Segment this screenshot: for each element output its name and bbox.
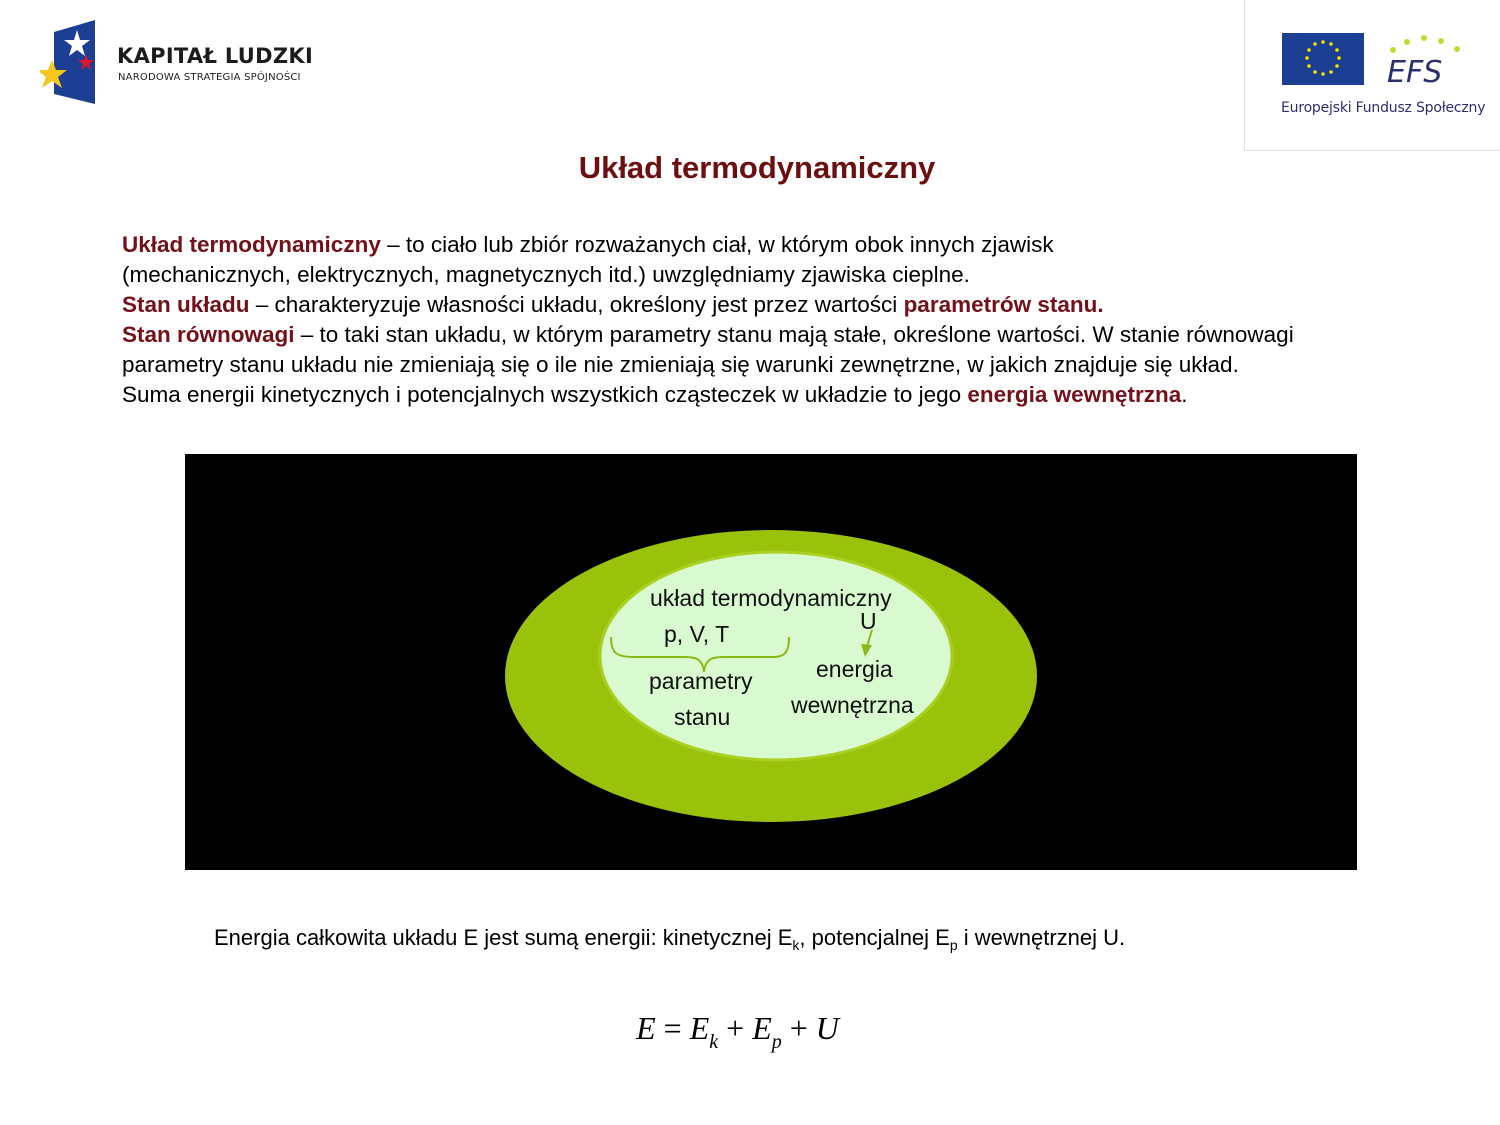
internal-energy-symbol: U (860, 608, 877, 634)
state-parameters-label-1: parametry (649, 668, 753, 694)
state-parameters-label-2: stanu (674, 704, 731, 730)
efs-stars-icon (1385, 30, 1469, 88)
total-energy-sentence: Energia całkowita układu E jest sumą energii: kinetycznej $E_k$, potencjalnej $E_p$ i wewnętrznej U. (214, 925, 1126, 953)
term-stan-ukladu: Stan układu (122, 292, 250, 317)
eu-flag-icon (1282, 33, 1364, 85)
term-uklad: Układ termodynamiczny (122, 232, 381, 257)
state-parameters-symbols: p, V, T (664, 621, 730, 647)
internal-energy-label-2: wewnętrzna (791, 692, 914, 718)
definitions-text (122, 230, 1452, 410)
thermodynamic-system-diagram (185, 454, 1357, 870)
ellipse-diagram-graphic (185, 454, 1357, 870)
definition-line: Stan równowagi – to taki stan układu, w którym parametry stanu mają stałe, określone wartości. W stanie równowagi (122, 322, 1294, 347)
definition-line: Suma energii kinetycznych i potencjalnych wszystkich cząsteczek w układzie to jego energia wewnętrzna. (122, 382, 1188, 407)
term-stan-rownowagi: Stan równowagi (122, 322, 295, 347)
efs-subtitle: Europejski Fundusz Społeczny (1281, 100, 1486, 116)
efs-logo (1244, 0, 1500, 151)
internal-energy-label-1: energia (816, 656, 893, 682)
page-title: Układ termodynamiczny (578, 150, 936, 185)
definition-line: Układ termodynamiczny – to ciało lub zbiór rozważanych ciał, w którym obok innych zjawisk (122, 232, 1054, 257)
kapital-ludzki-title: KAPITAŁ LUDZKI (117, 44, 314, 68)
definition-line: (mechanicznych, elektrycznych, magnetycznych itd.) uwzględniamy zjawiska cieplne. (122, 262, 970, 287)
kapital-ludzki-emblem-icon (40, 18, 110, 108)
system-label: układ termodynamiczny (650, 585, 892, 611)
svg-text:EFS: EFS (1387, 55, 1443, 88)
definition-line: Stan układu – charakteryzuje własności układu, określony jest przez wartości parametrów stanu. (122, 292, 1104, 317)
term-energia-wewnetrzna: energia wewnętrzna (967, 382, 1182, 407)
definition-line: parametry stanu układu nie zmieniają się o ile nie zmieniają się warunki zewnętrzne, w jakich znajduje się układ. (122, 352, 1239, 377)
term-parametry-stanu: parametrów stanu. (903, 292, 1104, 317)
total-energy-formula: $E = E_k + E_p + U$ (636, 1010, 839, 1053)
kapital-ludzki-subtitle: NARODOWA STRATEGIA SPÓJNOŚCI (118, 72, 301, 83)
